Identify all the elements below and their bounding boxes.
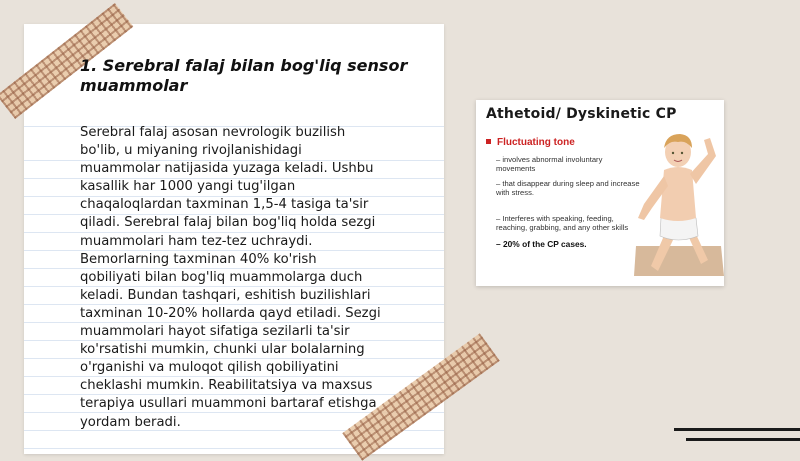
child-illustration: [626, 126, 726, 282]
slide-sub-item: – Interferes with speaking, feeding, reaching, grabbing, and any other skills: [496, 214, 629, 233]
paragraph-line: ko'rsatishi mumkin, chunki ular bolalarning: [80, 342, 365, 358]
bullet-square-icon: [486, 139, 491, 144]
slide-title: Athetoid/ Dyskinetic CP: [486, 106, 677, 122]
paragraph-line: Serebral falaj asosan nevrologik buzilish: [80, 125, 346, 140]
paragraph-line: qiladi. Serebral falaj bilan bog'liq holda sezgi: [80, 215, 376, 231]
paragraph-line: cheklashi mumkin. Reabilitatsiya va maxsus: [80, 378, 373, 394]
paragraph-line: muammolar natijasida yuzaga keladi. Ushbu: [80, 161, 374, 177]
slide-bullet-label: Fluctuating tone: [497, 137, 575, 148]
paragraph-line: o'rganishi va muloqot qilish qobiliyatini: [80, 360, 339, 376]
paragraph-line: bo'lib, u miyaning rivojlanishidagi: [80, 143, 302, 159]
paragraph-line: chaqaloqlardan taxminan 1,5-4 tasiga ta'sir: [80, 197, 369, 213]
paragraph-line: kasallik har 1000 yangi tug'ilgan: [80, 179, 296, 195]
slide-sub-item: – that disappear during sleep and increase with stress.: [496, 179, 640, 198]
paragraph-line: qobiliyati bilan bog'liq muammolarga duch: [80, 269, 363, 285]
paragraph-line: yordam beradi.: [80, 414, 181, 430]
paragraph-line: muammolari ham tez-tez uchraydi.: [80, 233, 313, 249]
body-paragraph: [80, 124, 430, 432]
paragraph-line: Bemorlarning taxminan 40% ko'rish: [80, 251, 317, 267]
cp-slide-image: [476, 100, 724, 286]
paragraph-line: taxminan 10-20% hollarda qayd etiladi. Sezgi: [80, 305, 381, 321]
paragraph-line: keladi. Bundan tashqari, eshitish buzilishlari: [80, 287, 371, 303]
decorative-line: [674, 428, 800, 431]
slide-sub-item: – 20% of the CP cases.: [496, 239, 587, 249]
paragraph-line: terapiya usullari muammoni bartaraf etishga: [80, 396, 377, 412]
decorative-line: [686, 438, 800, 441]
section-heading: 1. Serebral falaj bilan bog'liq sensor muammolar: [80, 56, 408, 95]
slide-sub-item: – involves abnormal involuntary movements: [496, 155, 603, 174]
paragraph-line: muammolari hayot sifatiga sezilarli ta'sir: [80, 324, 350, 340]
slide-bullet: [486, 137, 575, 148]
